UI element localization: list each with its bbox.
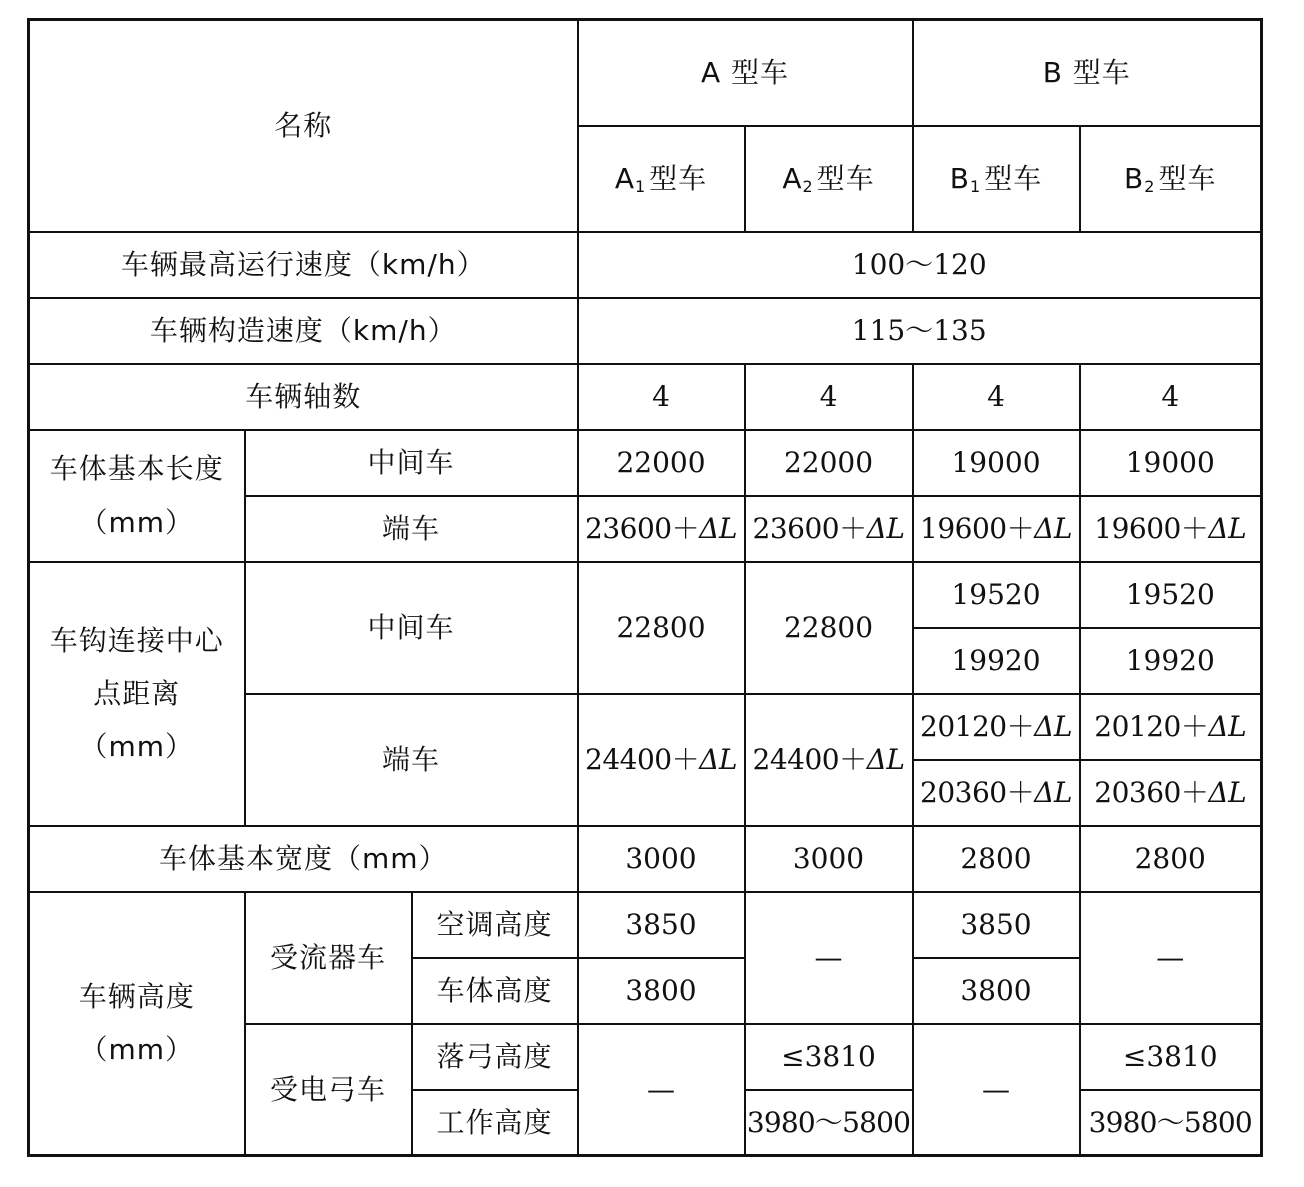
coupler-end-b2-1	[1080, 694, 1262, 760]
body-width-row	[29, 826, 1262, 892]
delta-l-symbol: ΔL	[1034, 776, 1072, 809]
coupler-end-b2-2-value: 20360＋	[1094, 776, 1209, 809]
body-length-label-text: 车体基本长度（mm）	[49, 452, 224, 539]
header-a1	[578, 126, 745, 232]
coupler-label	[29, 562, 245, 826]
axles-label: 车辆轴数	[29, 364, 578, 430]
body-length-middle-row	[29, 430, 1262, 496]
ac-height-a1: 3850	[578, 892, 745, 958]
body-height-label: 车体高度	[412, 958, 578, 1024]
delta-l-symbol: ΔL	[1208, 512, 1247, 545]
lowered-height-a2: ≤3810	[745, 1024, 913, 1090]
header-a2-sub: 2	[802, 176, 814, 196]
header-b2-letter: B	[1124, 161, 1145, 195]
collector-a2-dash: —	[745, 892, 913, 1024]
body-length-end-a2-value: 23600＋	[752, 512, 867, 545]
design-speed-row	[29, 298, 1262, 364]
header-a1-sub: 1	[634, 176, 647, 196]
coupler-end-b1-1-value: 20120＋	[920, 710, 1035, 743]
delta-l-symbol: ΔL	[866, 743, 905, 776]
coupler-middle-row-1	[29, 562, 1262, 628]
delta-l-symbol: ΔL	[866, 512, 905, 545]
axles-row	[29, 364, 1262, 430]
vehicle-spec-table	[27, 18, 1263, 1157]
header-name: 名称	[29, 20, 578, 232]
height-label-text: 车辆高度（mm）	[78, 980, 195, 1067]
collector-car-label: 受流器车	[245, 892, 412, 1024]
pantograph-car-label: 受电弓车	[245, 1024, 412, 1156]
coupler-end-a2	[745, 694, 913, 826]
coupler-middle-a2: 22800	[745, 562, 913, 694]
working-height-a2: 3980～5800	[745, 1090, 913, 1156]
body-length-end-b1-value: 19600＋	[920, 512, 1035, 545]
coupler-middle-label: 中间车	[245, 562, 578, 694]
delta-l-symbol: ΔL	[699, 743, 737, 776]
coupler-middle-b1-2: 19920	[913, 628, 1080, 694]
lowered-height-b2: ≤3810	[1080, 1024, 1262, 1090]
lowered-height-label: 落弓高度	[412, 1024, 578, 1090]
header-b2	[1080, 126, 1262, 232]
coupler-end-b2-2	[1080, 760, 1262, 826]
design-speed-label: 车辆构造速度（km/h）	[29, 298, 578, 364]
axles-b1: 4	[913, 364, 1080, 430]
coupler-middle-b2-2: 19920	[1080, 628, 1262, 694]
coupler-end-a2-value: 24400＋	[752, 743, 867, 776]
coupler-middle-a1: 22800	[578, 562, 745, 694]
pantograph-b1-dash: —	[913, 1024, 1080, 1156]
body-length-middle-a1: 22000	[578, 430, 745, 496]
header-row-1	[29, 20, 1262, 126]
body-width-b2: 2800	[1080, 826, 1262, 892]
header-a2-letter: A	[782, 161, 803, 195]
header-b1-sub: 1	[970, 176, 982, 196]
coupler-end-b1-1	[913, 694, 1080, 760]
design-speed-value: 115～135	[578, 298, 1262, 364]
delta-l-symbol: ΔL	[1034, 512, 1072, 545]
body-length-middle-a2: 22000	[745, 430, 913, 496]
body-length-middle-b1: 19000	[913, 430, 1080, 496]
body-length-label	[29, 430, 245, 562]
body-length-middle-label: 中间车	[245, 430, 578, 496]
header-b2-sub: 2	[1144, 176, 1156, 196]
header-b2-rest: 型车	[1158, 161, 1217, 195]
body-length-end-b2-value: 19600＋	[1094, 512, 1209, 545]
body-width-b1: 2800	[913, 826, 1080, 892]
header-b1	[913, 126, 1080, 232]
coupler-end-a1-value: 24400＋	[585, 743, 700, 776]
body-width-a1: 3000	[578, 826, 745, 892]
axles-a2: 4	[745, 364, 913, 430]
working-height-label: 工作高度	[412, 1090, 578, 1156]
height-collector-row-1	[29, 892, 1262, 958]
body-length-end-a1-value: 23600＋	[585, 512, 700, 545]
ac-height-label: 空调高度	[412, 892, 578, 958]
max-speed-value: 100～120	[578, 232, 1262, 298]
spec-table-wrapper	[27, 18, 1263, 1157]
coupler-end-b1-2-value: 20360＋	[920, 776, 1035, 809]
delta-l-symbol: ΔL	[699, 512, 737, 545]
body-length-end-b1	[913, 496, 1080, 562]
header-a1-letter: A	[614, 161, 635, 195]
axles-a1: 4	[578, 364, 745, 430]
body-length-end-a1	[578, 496, 745, 562]
height-label	[29, 892, 245, 1156]
ac-height-b1: 3850	[913, 892, 1080, 958]
delta-l-symbol: ΔL	[1034, 710, 1072, 743]
header-a2	[745, 126, 913, 232]
max-speed-row	[29, 232, 1262, 298]
coupler-end-b2-1-value: 20120＋	[1094, 710, 1209, 743]
header-a1-rest: 型车	[649, 161, 708, 195]
header-type-b: B 型车	[913, 20, 1262, 126]
body-length-middle-b2: 19000	[1080, 430, 1262, 496]
body-width-a2: 3000	[745, 826, 913, 892]
coupler-middle-b2-1: 19520	[1080, 562, 1262, 628]
pantograph-a1-dash: —	[578, 1024, 745, 1156]
body-length-end-a2	[745, 496, 913, 562]
body-width-label: 车体基本宽度（mm）	[29, 826, 578, 892]
delta-l-symbol: ΔL	[1208, 710, 1247, 743]
body-length-end-label: 端车	[245, 496, 578, 562]
header-b1-rest: 型车	[984, 161, 1043, 195]
coupler-end-b1-2	[913, 760, 1080, 826]
header-b1-letter: B	[949, 161, 970, 195]
max-speed-label: 车辆最高运行速度（km/h）	[29, 232, 578, 298]
body-height-b1: 3800	[913, 958, 1080, 1024]
body-height-a1: 3800	[578, 958, 745, 1024]
collector-b2-dash: —	[1080, 892, 1262, 1024]
working-height-b2: 3980～5800	[1080, 1090, 1262, 1156]
delta-l-symbol: ΔL	[1208, 776, 1247, 809]
body-length-end-b2	[1080, 496, 1262, 562]
axles-b2: 4	[1080, 364, 1262, 430]
header-type-a: A 型车	[578, 20, 913, 126]
header-a2-rest: 型车	[816, 161, 875, 195]
coupler-end-label: 端车	[245, 694, 578, 826]
coupler-end-a1	[578, 694, 745, 826]
coupler-label-text: 车钩连接中心点距离（mm）	[49, 623, 224, 764]
coupler-middle-b1-1: 19520	[913, 562, 1080, 628]
